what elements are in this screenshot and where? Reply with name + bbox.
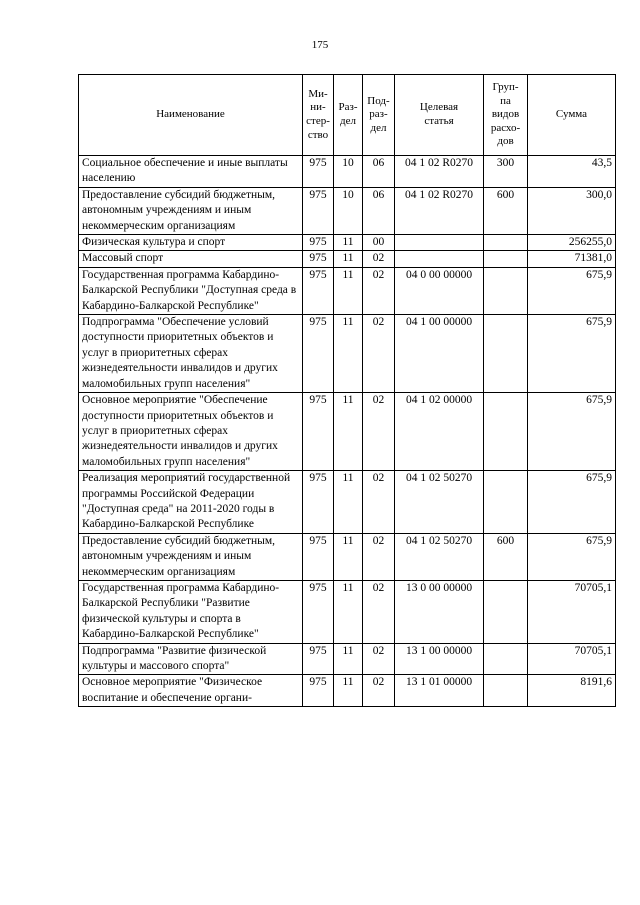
cell-subsection: 06 [363, 156, 395, 188]
table-row [79, 315, 616, 393]
cell-sum: 300,0 [528, 187, 616, 234]
cell-target: 13 1 00 00000 [395, 643, 484, 675]
cell-name: Массовый спорт [79, 251, 303, 267]
table-row [79, 675, 616, 707]
cell-ministry: 975 [303, 471, 334, 534]
cell-name: Основное мероприятие "Физическое воспитание и обеспечение органи- [79, 675, 303, 707]
table-row [79, 533, 616, 580]
cell-ministry: 975 [303, 533, 334, 580]
table-row [79, 235, 616, 251]
cell-expense-group [484, 471, 528, 534]
cell-section: 11 [334, 235, 363, 251]
cell-sum: 8191,6 [528, 675, 616, 707]
cell-target: 04 1 02 R0270 [395, 156, 484, 188]
header-row [79, 75, 616, 156]
cell-subsection: 06 [363, 187, 395, 234]
header-target-label: Целевая статья [419, 101, 459, 127]
cell-expense-group [484, 315, 528, 393]
cell-target: 04 0 00 00000 [395, 267, 484, 314]
cell-target: 04 1 00 00000 [395, 315, 484, 393]
header-expense-group [484, 75, 528, 156]
cell-section: 11 [334, 643, 363, 675]
cell-name: Социальное обеспечение и иные выплаты населению [79, 156, 303, 188]
cell-subsection: 02 [363, 267, 395, 314]
header-ministry-label: Ми- ни- стер- ство [306, 87, 330, 141]
cell-target: 13 1 01 00000 [395, 675, 484, 707]
cell-name: Подпрограмма "Развитие физической культуры и массового спорта" [79, 643, 303, 675]
cell-name: Реализация мероприятий государственной программы Российской Федерации "Доступная среда" на 2011-2020 годы в Кабардино-Балкарской Республике [79, 471, 303, 534]
cell-subsection: 02 [363, 471, 395, 534]
cell-subsection: 02 [363, 675, 395, 707]
table-row [79, 251, 616, 267]
cell-ministry: 975 [303, 315, 334, 393]
table-row [79, 393, 616, 471]
cell-name: Предоставление субсидий бюджетным, автономным учреждениям и иным некоммерческим организациям [79, 533, 303, 580]
cell-name: Государственная программа Кабардино-Балкарской Республики "Развитие физической культуры и спорта в Кабардино-Балкарской Республике" [79, 580, 303, 643]
cell-target [395, 235, 484, 251]
cell-expense-group [484, 675, 528, 707]
cell-target: 04 1 02 00000 [395, 393, 484, 471]
table-body [79, 156, 616, 707]
cell-expense-group: 300 [484, 156, 528, 188]
table-row [79, 267, 616, 314]
cell-name: Физическая культура и спорт [79, 235, 303, 251]
header-sum-label: Сумма [555, 108, 588, 121]
cell-ministry: 975 [303, 643, 334, 675]
cell-sum: 71381,0 [528, 251, 616, 267]
cell-ministry: 975 [303, 251, 334, 267]
cell-section: 10 [334, 187, 363, 234]
header-name-label: Наименование [156, 108, 225, 121]
cell-target: 13 0 00 00000 [395, 580, 484, 643]
table-row [79, 187, 616, 234]
header-name [79, 75, 303, 156]
cell-ministry: 975 [303, 580, 334, 643]
cell-section: 11 [334, 393, 363, 471]
header-expense-group-label: Груп- па видов расхо- дов [490, 81, 521, 148]
cell-section: 11 [334, 471, 363, 534]
cell-expense-group [484, 393, 528, 471]
cell-section: 10 [334, 156, 363, 188]
cell-target [395, 251, 484, 267]
cell-target: 04 1 02 R0270 [395, 187, 484, 234]
cell-section: 11 [334, 675, 363, 707]
cell-expense-group [484, 267, 528, 314]
cell-subsection: 02 [363, 393, 395, 471]
cell-name: Государственная программа Кабардино-Балкарской Республики "Доступная среда в Кабардино-Балкарской Республике" [79, 267, 303, 314]
table-row [79, 580, 616, 643]
cell-ministry: 975 [303, 267, 334, 314]
cell-subsection: 00 [363, 235, 395, 251]
table-row [79, 643, 616, 675]
cell-expense-group: 600 [484, 533, 528, 580]
header-section [334, 75, 363, 156]
cell-subsection: 02 [363, 251, 395, 267]
cell-section: 11 [334, 315, 363, 393]
cell-ministry: 975 [303, 393, 334, 471]
cell-subsection: 02 [363, 533, 395, 580]
cell-ministry: 975 [303, 187, 334, 234]
cell-sum: 675,9 [528, 267, 616, 314]
cell-ministry: 975 [303, 156, 334, 188]
cell-sum: 675,9 [528, 315, 616, 393]
cell-target: 04 1 02 50270 [395, 471, 484, 534]
cell-expense-group: 600 [484, 187, 528, 234]
cell-ministry: 975 [303, 235, 334, 251]
cell-subsection: 02 [363, 580, 395, 643]
header-subsection [363, 75, 395, 156]
cell-subsection: 02 [363, 643, 395, 675]
header-section-label: Раз- дел [338, 101, 358, 127]
header-ministry [303, 75, 334, 156]
header-subsection-label: Под- раз- дел [367, 94, 390, 134]
cell-target: 04 1 02 50270 [395, 533, 484, 580]
cell-sum: 675,9 [528, 533, 616, 580]
cell-name: Предоставление субсидий бюджетным, автономным учреждениям и иным некоммерческим организациям [79, 187, 303, 234]
table-row [79, 156, 616, 188]
header-target [395, 75, 484, 156]
cell-sum: 70705,1 [528, 643, 616, 675]
table-row [79, 471, 616, 534]
cell-sum: 675,9 [528, 393, 616, 471]
cell-expense-group [484, 643, 528, 675]
cell-expense-group [484, 235, 528, 251]
cell-section: 11 [334, 251, 363, 267]
cell-expense-group [484, 580, 528, 643]
budget-table [78, 74, 616, 707]
cell-ministry: 975 [303, 675, 334, 707]
cell-sum: 675,9 [528, 471, 616, 534]
cell-sum: 256255,0 [528, 235, 616, 251]
cell-section: 11 [334, 533, 363, 580]
cell-name: Основное мероприятие "Обеспечение доступности приоритетных объектов и услуг в приоритетных сферах жизнедеятельности инвалидов и других маломобильных групп населения" [79, 393, 303, 471]
cell-expense-group [484, 251, 528, 267]
cell-sum: 70705,1 [528, 580, 616, 643]
cell-name: Подпрограмма "Обеспечение условий доступности приоритетных объектов и услуг в приоритетных сферах жизнедеятельности инвалидов и других маломобильных групп населения" [79, 315, 303, 393]
page-number: 175 [311, 39, 329, 51]
cell-subsection: 02 [363, 315, 395, 393]
header-sum [528, 75, 616, 156]
cell-section: 11 [334, 267, 363, 314]
cell-section: 11 [334, 580, 363, 643]
cell-sum: 43,5 [528, 156, 616, 188]
